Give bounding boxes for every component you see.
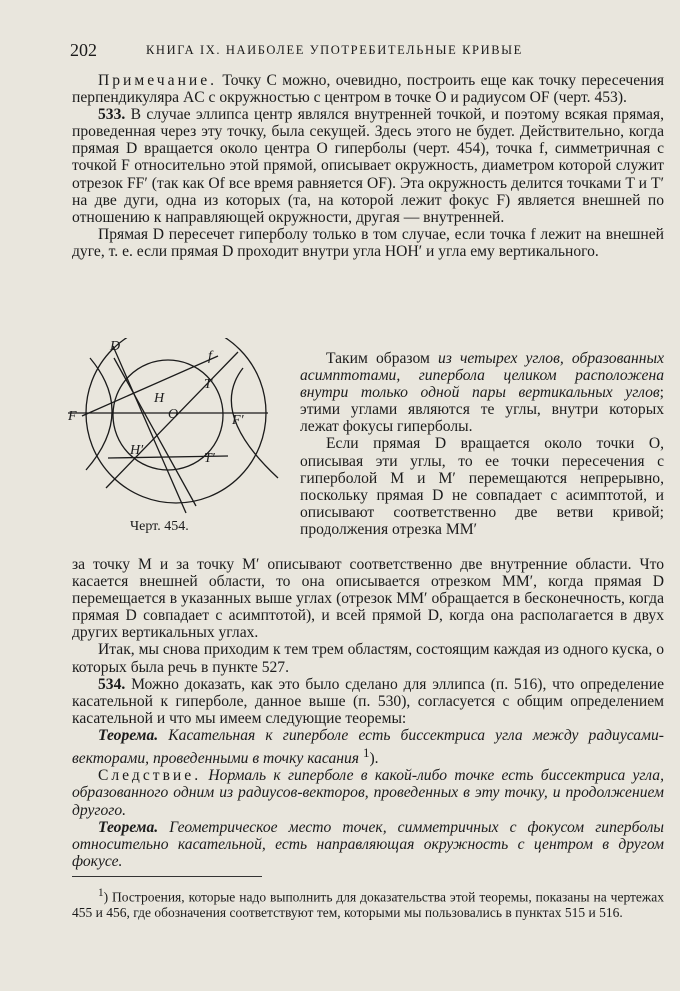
section-533-paragraph-4-cont: за точку M и за точку M′ описывают соответственно две внутренние области. Что касается внешней области, то она описывается отрезком MM′, когда прямая D перемещается в указанных выше углах (отрезок MM′ обращается в бесконечность, когда прямая D совпадает с асимптотой), и всей прямой D, когда она располагается в двух других вертикальных углах. [72,556,664,642]
section-533-paragraph-2: Прямая D пересечет гиперболу только в том случае, если точка f лежит на внешней дуге, т. е. если прямая D проходит внутри угла HOH′ и угла ему вертикального. [72,225,664,260]
focal-radius [82,356,218,416]
theorem-2 [72,819,664,870]
section-533-paragraph-4: Если прямая D вращается около точки O, описывая эти углы, то ее точки пересечения с гиперболой M и M′ перемещаются непрерывно, поскольку прямая D не совпадает с асимптотой, и описывают соответственно две ветви кривой; продолжения отрезка MM′ [300,435,664,538]
p3-lead: Таким образом [326,350,438,367]
label-f-prime: F′ [232,413,244,428]
footnote-paragraph [72,886,664,921]
footnote-rule [72,876,262,877]
section-533-paragraph-3 [300,350,664,435]
label-f-small: f [208,349,212,364]
section-534-number: 534. [98,675,126,693]
section-533-number: 533. [98,106,126,124]
corollary [72,767,664,818]
p3-italic: из четырех углов, образованных асимптотами, гипербола целиком расположена внутри только одной пары вертикальных углов [300,350,665,402]
theorem-2-text: Геометрическое место точек, симметричных с фокусом гиперболы относительно касательной, есть направляющая окружность с центром в другом фокусе. [72,818,664,870]
footnote-ref: 1 [362,745,370,761]
note-label: Примечание. [98,72,218,89]
hyperbola-diagram [68,338,300,570]
label-f: F [68,409,77,424]
hyperbola-branch-left [86,358,112,470]
lower-text-block [72,556,664,870]
section-533-paragraph-1 [72,106,664,226]
asymptote-2 [114,358,196,506]
line-d [113,346,186,513]
page-number: 202 [70,40,97,60]
upper-text-block [72,72,664,260]
footnote [72,886,664,921]
theorem-2-label: Теорема. [98,818,159,836]
running-title: КНИГА IX. НАИБОЛЕЕ УПОТРЕБИТЕЛЬНЫЕ КРИВЫЕ [146,43,523,57]
p3-tail: ; этими углами являются те углы, внутри которых лежат фокусы гиперболы. [300,384,664,436]
note-text: Точку C можно, очевидно, построить еще как точку пересечения перпендикуляра AC с окружностью с центром в точке O и радиусом OF (черт. 453). [72,72,664,107]
label-t: T [204,377,212,392]
section-533-paragraph-5: Итак, мы снова приходим к тем трем областям, состоящим каждая из одного куска, о которых была речь в пункте 527. [72,641,664,676]
label-o: O [168,407,179,422]
theorem-1-end: ). [369,750,379,768]
footnote-text: ) Построения, которые надо выполнить для доказательства этой теоремы, показаны на чертежах 455 и 456, где обозначения соответствуют тем, которыми мы пользовались в пунктах 515 и 516. [72,889,664,920]
label-t-prime: T′ [204,451,215,466]
footnote-mark: 1 [98,887,104,899]
theorem-1-text: Касательная к гиперболе есть биссектриса угла между радиусами-векторами, проведенными в точку касания [72,726,664,768]
section-533-text-1: В случае эллипса центр являлся внутренней точкой, и поэтому всякая прямая, проведенная через эту точку, была секущей. Здесь этого не будет. Действительно, когда прямая D вращается около центра O гиперболы (черт. 454), точка f, симметричная с точкой F относительно этой прямой, описывает окружность, диаметром которой служит отрезок FF′ (так как Of все время равняется OF). Эта окружность делится точками T и T′ на две дуги, одна из которых (та, на которой лежит фокус F) является внешней по отношению к направляющей окружности, другая — внутренней. [72,106,664,226]
figure-454 [68,338,300,570]
section-534-text-1: Можно доказать, как это было сделано для эллипса (п. 516), что определение касательной к гиперболе, данное выше (п. 530), согласуется с общим определением касательной и что мы имеем следующие теоремы: [72,675,664,727]
corollary-text: Нормаль к гиперболе в какой-либо точке есть биссектриса угла, образованного одним из радиусов-векторов, проведенных в эту точку, и продолжением другого. [72,767,664,819]
label-h-prime: H′ [130,443,144,458]
label-d: D [110,339,121,354]
theorem-1 [72,727,664,767]
section-534-paragraph-1 [72,676,664,727]
corollary-label: Следствие. [98,767,202,785]
note-paragraph [72,72,664,106]
figure-caption: Черт. 454. [130,519,189,534]
theorem-1-label: Теорема. [98,726,159,744]
label-h: H [154,391,165,406]
wrapped-text-block [300,350,664,538]
page-header [70,40,640,62]
